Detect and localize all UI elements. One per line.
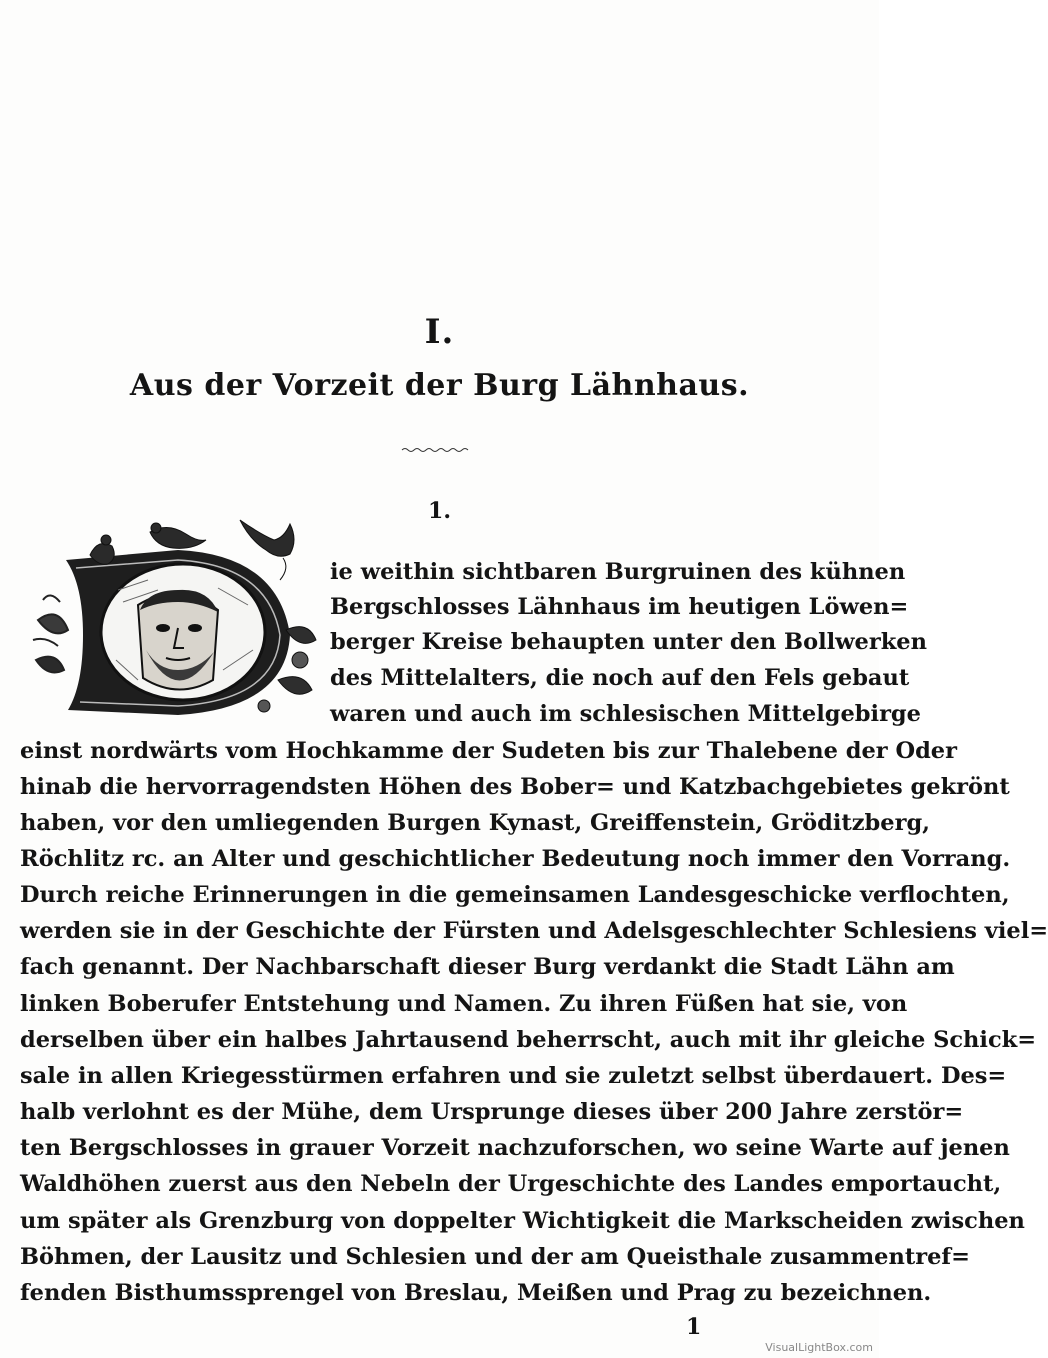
decorated-initial-d-illustration [28, 510, 324, 722]
watermark: VisualLightBox.com [765, 1341, 873, 1354]
text-line: Waldhöhen zuerst aus den Nebeln der Urgeschichte des Landes emportaucht, [20, 1171, 1002, 1197]
text-line: einst nordwärts vom Hochkamme der Sudeten bis zur Thalebene der Oder [20, 738, 957, 764]
text-line: halb verlohnt es der Mühe, dem Ursprunge dieses über 200 Jahre zerstör= [20, 1099, 964, 1125]
text-line: des Mittelalters, die noch auf den Fels gebaut [330, 665, 910, 691]
chapter-number: I. [424, 312, 455, 352]
text-line: werden sie in der Geschichte der Fürsten und Adelsgeschlechter Schlesiens viel= [20, 918, 1048, 944]
text-line: Durch reiche Erinnerungen in die gemeinsamen Landesgeschicke verflochten, [20, 882, 1010, 908]
text-line: haben, vor den umliegenden Burgen Kynast, Greiffenstein, Gröditzberg, [20, 810, 931, 836]
text-line: linken Boberufer Entstehung und Namen. Zu ihren Füßen hat sie, von [20, 991, 908, 1017]
text-line: derselben über ein halbes Jahrtausend beherrscht, auch mit ihr gleiche Schick= [20, 1027, 1037, 1053]
section-number: 1. [428, 498, 451, 524]
text-line: berger Kreise behaupten unter den Bollwerken [330, 629, 927, 655]
text-line: sale in allen Kriegesstürmen erfahren und sie zuletzt selbst überdauert. Des= [20, 1063, 1007, 1089]
text-line: fach genannt. Der Nachbarschaft dieser Burg verdankt die Stadt Lähn am [20, 954, 955, 980]
ornamental-divider [400, 446, 470, 454]
page-number: 1 [686, 1314, 702, 1340]
text-line: Bergschlosses Lähnhaus im heutigen Löwen= [330, 594, 909, 620]
chapter-title: Aus der Vorzeit der Burg Lähnhaus. [129, 368, 750, 403]
text-line: waren und auch im schlesischen Mittelgebirge [330, 701, 921, 727]
text-line: ie weithin sichtbaren Burgruinen des kühnen [330, 559, 906, 585]
text-line: Böhmen, der Lausitz und Schlesien und der am Queisthale zusammentref= [20, 1244, 970, 1270]
text-line: hinab die hervorragendsten Höhen des Bober= und Katzbachgebietes gekrönt [20, 774, 1010, 800]
text-line: um später als Grenzburg von doppelter Wichtigkeit die Markscheiden zwischen [20, 1208, 1025, 1234]
text-line: ten Bergschlosses in grauer Vorzeit nachzuforschen, wo seine Warte auf jenen [20, 1135, 1010, 1161]
text-line: Röchlitz rc. an Alter und geschichtlicher Bedeutung noch immer den Vorrang. [20, 846, 1011, 872]
text-line: fenden Bisthumssprengel von Breslau, Meißen und Prag zu bezeichnen. [20, 1280, 932, 1306]
